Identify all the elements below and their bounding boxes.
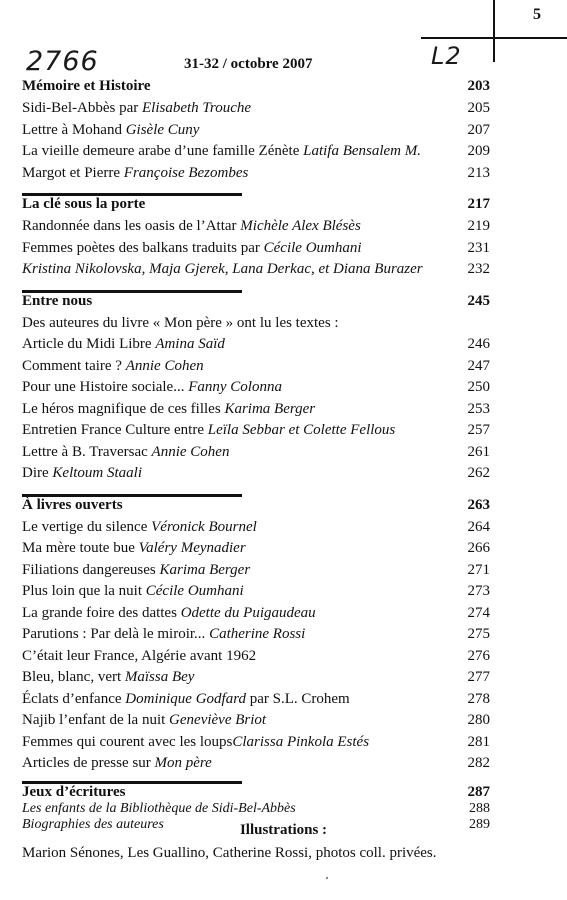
entry-text: La vieille demeure arabe d’une famille Zénète (22, 143, 304, 159)
illustrations-title: Illustrations : (239, 822, 328, 838)
entry-page: 247 (467, 357, 490, 374)
toc-section (22, 78, 490, 186)
entry-page: 280 (467, 712, 490, 728)
section-page: 245 (467, 292, 490, 309)
entry-title (22, 626, 305, 643)
entry-author: Keltoum Staali (52, 465, 142, 481)
entry-text: Dire (22, 465, 53, 481)
entry-text: Parutions : Par delà le miroir... (22, 626, 210, 642)
section-heading (22, 293, 490, 315)
entry-text: Pour une Histoire sociale... (22, 379, 189, 395)
toc-entry (22, 648, 490, 670)
entry-page: 213 (467, 164, 490, 181)
entry-title (22, 218, 361, 235)
entry-text: Comment taire ? (22, 357, 126, 374)
entry-author: Françoise Bezombes (123, 164, 249, 181)
table-of-contents (22, 78, 490, 834)
entry-text: Ma mère toute bue (22, 540, 139, 556)
toc-entry (22, 422, 490, 444)
section-page: 203 (467, 78, 490, 94)
section-title: La clé sous la porte (22, 196, 146, 212)
entry-author: Geneviève Briot (169, 712, 267, 728)
entry-author: Annie Cohen (151, 443, 230, 460)
entry-page: 266 (467, 540, 490, 556)
entry-title (22, 465, 142, 482)
toc-entry (22, 240, 490, 262)
entry-title (22, 315, 339, 332)
entry-author: Gisèle Cuny (125, 121, 200, 138)
entry-title (22, 122, 199, 139)
entry-title (22, 669, 194, 686)
entry-text: Article du Midi Libre (22, 336, 156, 352)
entry-title (22, 583, 244, 600)
toc-entry (22, 540, 490, 562)
entry-title (22, 444, 229, 461)
entry-page: 288 (469, 800, 490, 816)
illustrations-credits: Marion Sénones, Les Guallino, Catherine Rossi, photos coll. privées. (22, 845, 437, 861)
toc-entry (22, 165, 490, 187)
toc-entry (22, 122, 490, 144)
entry-text: Randonnée dans les oasis de l’Attar (22, 218, 241, 234)
entry-title (22, 401, 315, 418)
section-title: Mémoire et Histoire (22, 78, 151, 94)
entry-text: Plus loin que la nuit (22, 583, 146, 599)
entry-author: Elisabeth Trouche (141, 100, 252, 116)
entry-page: 257 (467, 422, 490, 438)
corner-horizontal-line (421, 37, 567, 39)
toc-entry (22, 519, 490, 541)
toc-entry (22, 358, 490, 380)
entry-page: 232 (467, 261, 490, 277)
entry-page: 253 (467, 400, 490, 417)
entry-author: Cécile Oumhani (263, 239, 362, 256)
entry-text: Filiations dangereuses (22, 561, 160, 578)
entry-title (22, 801, 296, 817)
entry-page: 275 (467, 626, 490, 642)
entry-title (22, 562, 250, 579)
entry-text: Articles de presse sur (22, 755, 155, 771)
entry-text: Éclats d’enfance (22, 690, 126, 707)
entry-title (22, 165, 248, 182)
toc-entry (22, 100, 490, 122)
page-number: 5 (533, 6, 541, 23)
entry-page: 274 (467, 604, 490, 621)
entry-title (22, 540, 246, 557)
section-entries (22, 218, 490, 283)
entry-text: Margot et Pierre (22, 164, 124, 181)
section-page: 263 (467, 496, 490, 513)
entry-page: 282 (467, 755, 490, 771)
toc-entry (22, 444, 490, 466)
entry-page: 246 (467, 336, 490, 352)
entry-author: Fanny Colonna (188, 379, 282, 395)
toc-entry (22, 583, 490, 605)
entry-author: Michèle Alex Blésès (240, 218, 361, 234)
entry-page: 276 (467, 647, 490, 664)
entry-text: Lettre à Mohand (22, 121, 126, 138)
entry-author: Les enfants de la Bibliothèque de Sidi-Bel-Abbès (22, 800, 296, 816)
entry-text: Lettre à B. Traversac (22, 443, 152, 460)
entry-author: Odette du Puigaudeau (180, 604, 316, 621)
section-entries (22, 100, 490, 186)
toc-section (22, 290, 490, 487)
entry-text: Des auteures du livre « Mon père » ont lu les textes : (22, 314, 339, 331)
entry-page: 281 (467, 733, 490, 750)
entry-author: Kristina Nikolovska, Maja Gjerek, Lana Derkac, et Diana Burazer (22, 261, 423, 277)
entry-text: C’était leur France, Algérie avant 1962 (22, 647, 257, 664)
entry-page: 289 (469, 817, 490, 832)
toc-entry (22, 261, 490, 283)
entry-author: Catherine Rossi (209, 626, 306, 642)
entry-page: 264 (467, 518, 490, 535)
toc-section (22, 193, 490, 283)
section-entries (22, 519, 490, 777)
section-heading (22, 497, 490, 519)
section-heading (22, 784, 490, 801)
handwritten-number: 2766 (26, 46, 99, 77)
entry-title (22, 261, 423, 278)
toc-entry (22, 626, 490, 648)
entry-author: Leïla Sebbar et Colette Fellous (207, 422, 396, 438)
section-title: À livres ouverts (22, 496, 123, 513)
entry-text: Femmes qui courent avec les loups (22, 733, 233, 750)
entry-text: La grande foire des dattes (22, 604, 181, 621)
entry-author: Mon père (154, 755, 212, 771)
entry-title (22, 605, 316, 622)
entry-page: 231 (467, 239, 490, 256)
entry-author: Latifa Bensalem M. (303, 143, 422, 159)
entry-text: Le vertige du silence (22, 518, 152, 535)
entry-title (22, 358, 204, 375)
toc-entry (22, 734, 490, 756)
entry-author: Karima Berger (159, 561, 251, 578)
entry-text-after: par S.L. Crohem (245, 690, 350, 707)
entry-author: Clarissa Pinkola Estés (232, 733, 370, 750)
entry-author: Biographies des auteures (22, 817, 164, 832)
section-entries (22, 315, 490, 487)
entry-title (22, 100, 251, 117)
entry-title (22, 519, 257, 536)
section-heading (22, 78, 490, 100)
toc-entry (22, 379, 490, 401)
issue-date: 31-32 / octobre 2007 (184, 56, 313, 72)
entry-page: 273 (467, 583, 490, 599)
entry-title (22, 240, 362, 257)
entry-title (22, 379, 282, 396)
entry-text: Bleu, blanc, vert (22, 669, 125, 685)
entry-author: Véronick Bournel (151, 518, 257, 535)
entry-page: 262 (467, 465, 490, 481)
toc-entry (22, 605, 490, 627)
entry-title (22, 422, 395, 439)
paper-speck (326, 877, 328, 879)
toc-entry (22, 336, 490, 358)
entry-page: 271 (467, 561, 490, 578)
entry-page: 205 (467, 100, 490, 116)
entry-title (22, 755, 212, 772)
toc-entry (22, 755, 490, 777)
entry-author: Dominique Godfard (125, 690, 246, 707)
toc-entry (22, 712, 490, 734)
toc-entry (22, 562, 490, 584)
handwritten-mark: L2 (431, 42, 462, 70)
entry-title (22, 336, 225, 353)
section-title: Entre nous (22, 292, 93, 309)
entry-title (22, 648, 256, 665)
entry-title (22, 712, 266, 729)
entry-text: Femmes poètes des balkans traduits par (22, 239, 264, 256)
section-heading (22, 196, 490, 218)
entry-text: Sidi-Bel-Abbès par (22, 100, 142, 116)
entry-author: Karima Berger (224, 400, 316, 417)
entry-title (22, 734, 369, 751)
toc-entry (22, 401, 490, 423)
corner-vertical-line (493, 0, 495, 62)
entry-page: 261 (467, 443, 490, 460)
toc-entry (22, 143, 490, 165)
entry-author: Amina Saïd (155, 336, 225, 352)
entry-page: 209 (467, 143, 490, 159)
entry-page: 250 (467, 379, 490, 395)
entry-author: Annie Cohen (125, 357, 204, 374)
entry-author: Cécile Oumhani (145, 583, 244, 599)
entry-text: Entretien France Culture entre (22, 422, 208, 438)
entry-page: 278 (467, 690, 490, 707)
toc-section (22, 494, 490, 777)
entry-title (22, 143, 421, 160)
toc-entry (22, 315, 490, 337)
entry-text: Le héros magnifique de ces filles (22, 400, 225, 417)
entry-text: Najib l’enfant de la nuit (22, 712, 170, 728)
section-page: 287 (467, 783, 490, 800)
section-page: 217 (467, 196, 490, 212)
entry-page: 219 (467, 218, 490, 234)
entry-author: Maïssa Bey (124, 669, 195, 685)
toc-entry (22, 218, 490, 240)
toc-entry (22, 669, 490, 691)
entry-page: 277 (467, 669, 490, 685)
entry-page: 207 (467, 121, 490, 138)
entry-title (22, 691, 350, 708)
toc-entry (22, 691, 490, 713)
entry-author: Valéry Meynadier (138, 540, 246, 556)
section-title: Jeux d’écritures (22, 783, 126, 800)
toc-entry (22, 801, 490, 818)
toc-entry (22, 465, 490, 487)
